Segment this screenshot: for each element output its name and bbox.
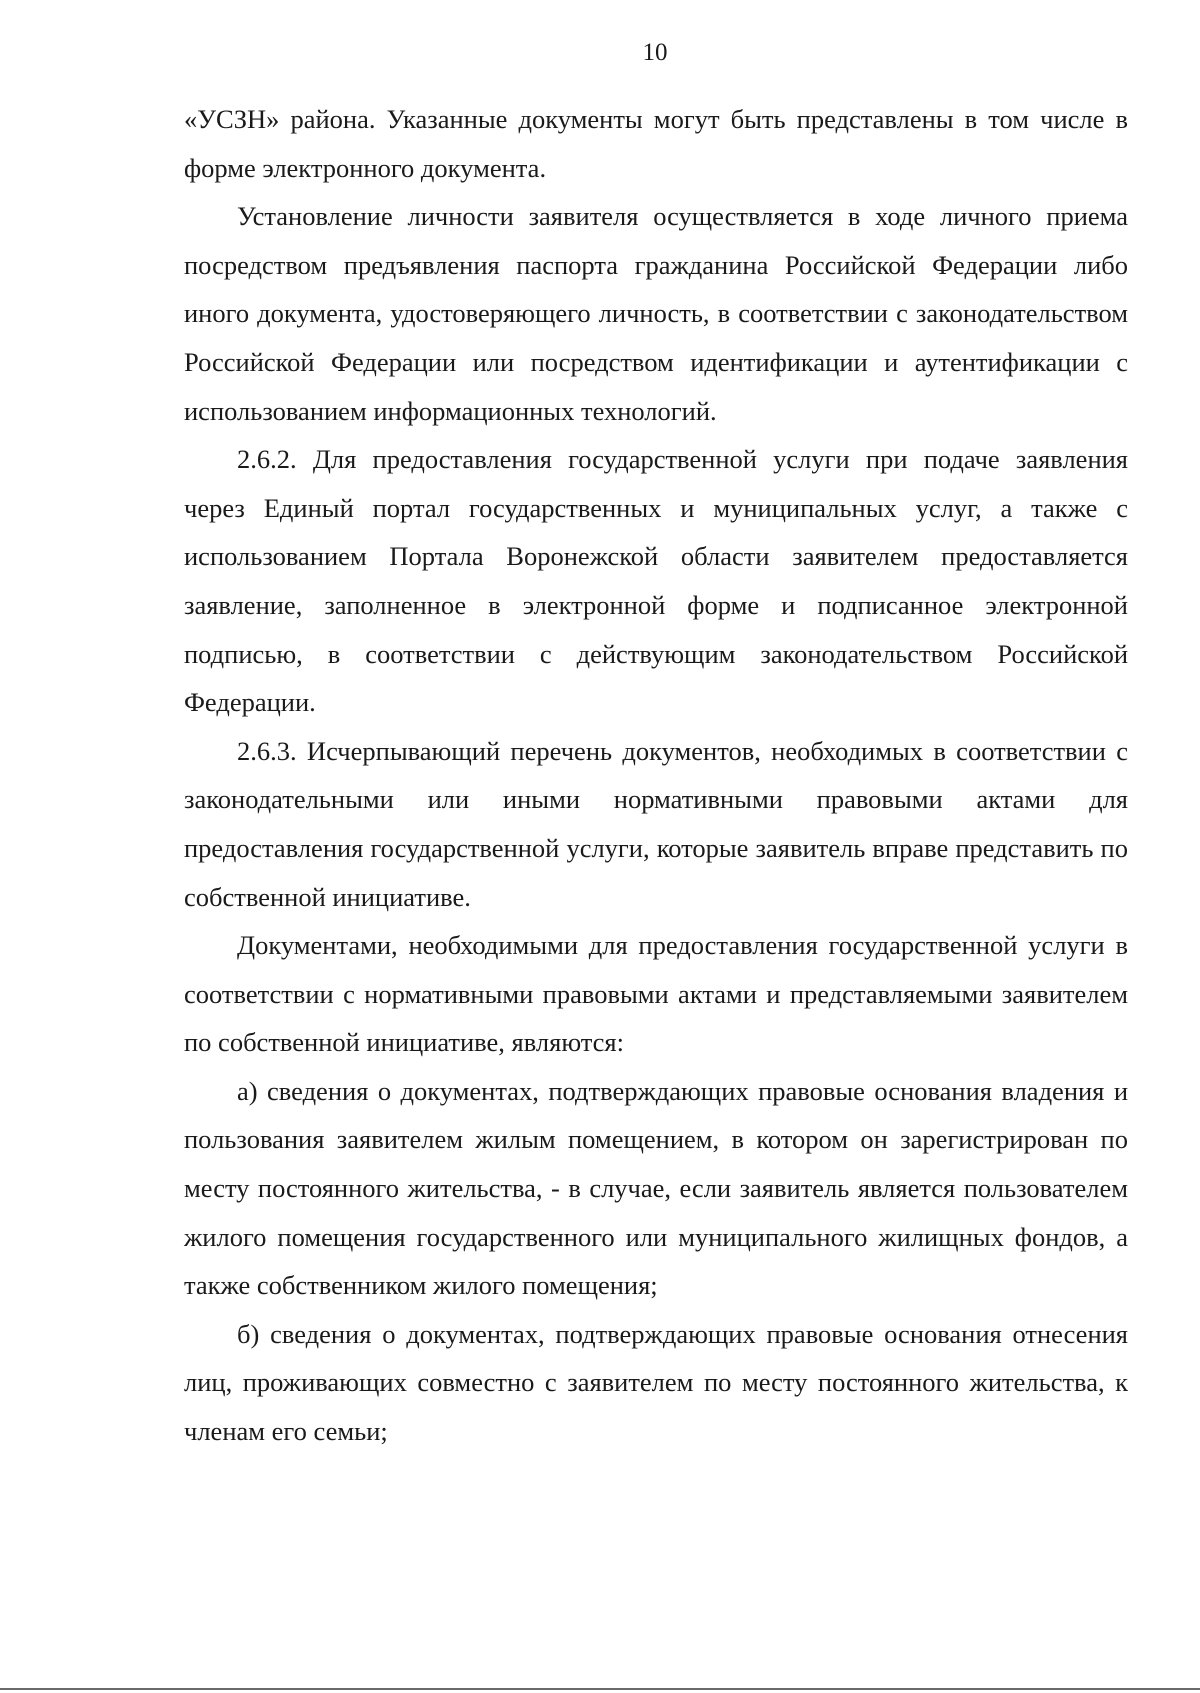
list-item-b: б) сведения о документах, подтверждающих правовые основания отнесения лиц, проживающих совместно с заявителем по месту постоянного жительства, к членам его семьи; [184,1318,1128,1447]
bottom-divider [0,1688,1200,1690]
paragraph-2-6-3: 2.6.3. Исчерпывающий перечень документов, необходимых в соответствии с законодательными или иными нормативными правовыми актами для предоставления государственной услуги, которые заявитель вправе представить по собственной инициативе. [184,735,1128,912]
paragraph-continuation: «УСЗН» района. Указанные документы могут быть представлены в том числе в форме электронного документа. [184,104,1128,183]
paragraph-2-6-2: 2.6.2. Для предоставления государственной услуги при подаче заявления через Единый портал государственных и муниципальных услуг, а также с использованием Портала Воронежской области заявителем предоставляется заявление, заполненное в электронной форме и подписанное электронной подписью, в соответствии с действующим законодательством Российской Федерации. [184,444,1128,718]
paragraph-identity: Установление личности заявителя осуществляется в ходе личного приема посредством предъявления паспорта гражданина Российской Федерации либо иного документа, удостоверяющего личность, в соответствии с законодательством Российской Федерации или посредством идентификации и аутентификации с использованием информационных технологий. [184,201,1128,426]
list-item-a: а) сведения о документах, подтверждающих правовые основания владения и пользования заявителем жилым помещением, в котором он зарегистрирован по месту постоянного жительства, - в случае, если заявитель является пользователем жилого помещения государственного или муниципального жилищных фондов, а также собственником жилого помещения; [184,1075,1128,1301]
paragraph-documents: Документами, необходимыми для предоставления государственной услуги в соответствии с нормативными правовыми актами и представляемыми заявителем по собственной инициативе, являются: [184,930,1128,1058]
document-body [184,95,1128,1456]
page-number: 10 [642,39,668,66]
